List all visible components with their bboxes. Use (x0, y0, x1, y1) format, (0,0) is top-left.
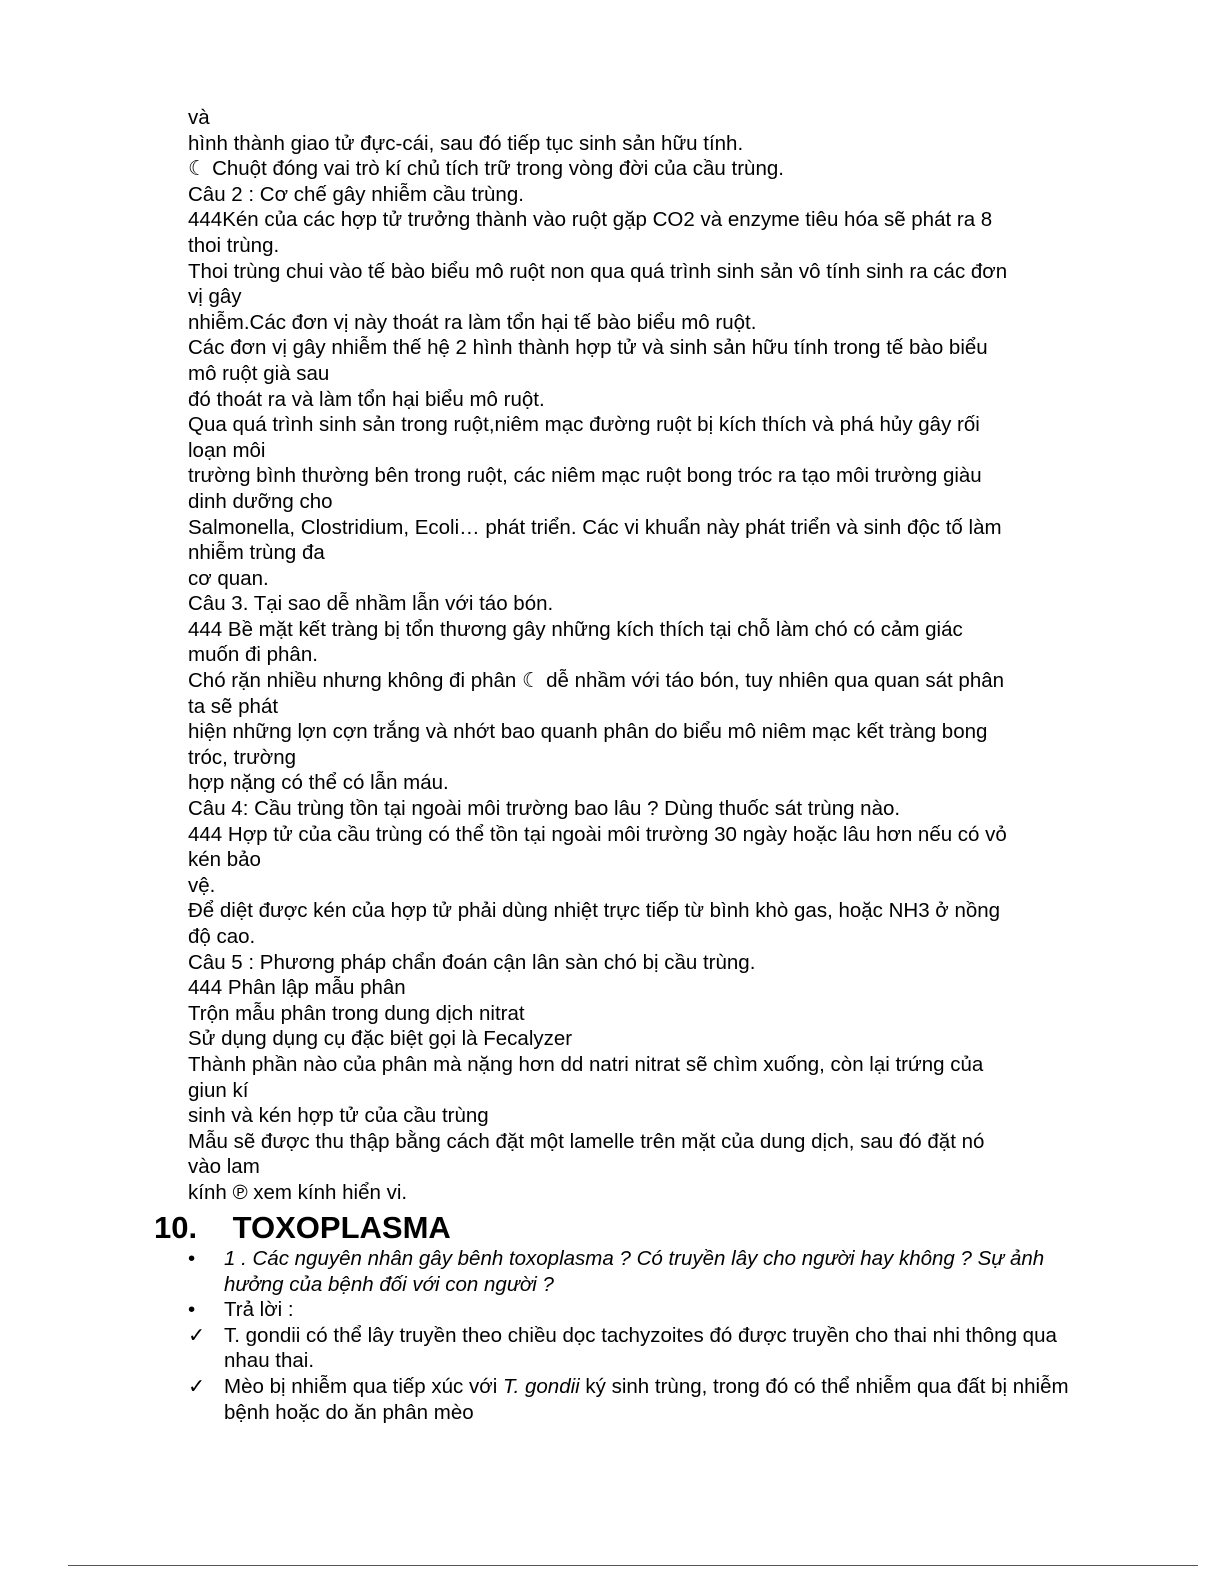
answer-text: T. gondii có thể lây truyền theo chiều dọc tachyzoites đó được truyền cho thai nhi thông qua nhau thai. (224, 1323, 1057, 1373)
checkmark-icon: ✓ (188, 1323, 206, 1347)
list-item (188, 1374, 1093, 1425)
question-heading: Câu 4: Cầu trùng tồn tại ngoài môi trường bao lâu ? Dùng thuốc sát trùng nào. (188, 797, 901, 821)
text-line: độ cao. (188, 925, 256, 948)
question-heading: Câu 5 : Phương pháp chẩn đoán cận lân sàn chó bị cầu trùng. (188, 950, 756, 974)
text-line: cơ quan. (188, 566, 269, 590)
text-line: ta sẽ phát (188, 694, 279, 718)
text-line: ☾ Chuột đóng vai trò kí chủ tích trữ trong vòng đời của cầu trùng. (188, 157, 784, 181)
text-line: vệ. (188, 873, 216, 897)
question-heading: Câu 3. Tại sao dễ nhầm lẫn với táo bón. (188, 592, 554, 616)
text-line: hợp nặng có thể có lẫn máu. (188, 771, 449, 795)
text-line: Mẫu sẽ được thu thập bằng cách đặt một lamelle trên mặt của dung dịch, sau đó đặt nó (188, 1129, 985, 1153)
text-line: giun kí (188, 1078, 249, 1102)
text-line: tróc, trường (188, 745, 297, 769)
text-line: kén bảo (188, 848, 261, 872)
text-line: nhiễm trùng đa (188, 541, 325, 565)
list-item (188, 1246, 1093, 1297)
text-line: Thành phần nào của phân mà nặng hơn dd natri nitrat sẽ chìm xuống, còn lại trứng của (188, 1052, 984, 1076)
text-line: Chó rặn nhiều nhưng không đi phân ☾ dễ nhầm với táo bón, tuy nhiên qua quan sát phân (188, 669, 1005, 693)
text-line: mô ruột già sau (188, 361, 330, 385)
text-line: 444 Phân lập mẫu phân (188, 976, 406, 1000)
text-line: muốn đi phân. (188, 643, 318, 667)
question-heading: Câu 2 : Cơ chế gây nhiễm cầu trùng. (188, 182, 524, 206)
text-line: sinh và kén hợp tử của cầu trùng (188, 1104, 489, 1128)
section-heading (154, 1209, 451, 1247)
text-line: kính ℗ xem kính hiển vi. (188, 1180, 408, 1204)
text-line: 444 Hợp tử của cầu trùng có thể tồn tại ngoài môi trường 30 ngày hoặc lâu hơn nếu có vỏ (188, 822, 1007, 846)
text-line: vào lam (188, 1155, 260, 1179)
answer-label: Trả lời : (224, 1298, 294, 1322)
question-text: 1 . Các nguyên nhân gây bênh toxoplasma ? Có truyền lây cho người hay không ? Sự ảnh hưởng của bệnh đối với con người ? (224, 1247, 1045, 1296)
section-number: 10. (154, 1210, 198, 1245)
text-line: dinh dưỡng cho (188, 489, 333, 513)
text-line: Thoi trùng chui vào tế bào biểu mô ruột non qua quá trình sinh sản vô tính sinh ra các đơn (188, 259, 1008, 283)
text-line: vị gây (188, 285, 242, 309)
text-line: hình thành giao tử đực-cái, sau đó tiếp tục sinh sản hữu tính. (188, 131, 744, 155)
answer-text-start: Mèo bị nhiễm qua tiếp xúc với (224, 1374, 503, 1398)
text-line: Trộn mẫu phân trong dung dịch nitrat (188, 1001, 525, 1025)
text-line: và (188, 106, 210, 129)
list-item (188, 1297, 1093, 1323)
text-line: 444 Bề mặt kết tràng bị tổn thương gây những kích thích tại chỗ làm chó có cảm giác (188, 617, 963, 641)
text-line: thoi trùng. (188, 233, 280, 257)
body-text (188, 105, 1098, 1206)
text-line: trường bình thường bên trong ruột, các niêm mạc ruột bong tróc ra tạo môi trường giàu (188, 464, 982, 488)
species-name: T. gondii (502, 1374, 580, 1398)
section-title: TOXOPLASMA (232, 1210, 451, 1245)
footer-divider (68, 1565, 1198, 1566)
text-line: Các đơn vị gây nhiễm thế hệ 2 hình thành hợp tử và sinh sản hữu tính trong tế bào biểu (188, 336, 988, 360)
text-line: Sử dụng dụng cụ đặc biệt gọi là Fecalyzer (188, 1027, 573, 1051)
text-line: loạn môi (188, 438, 266, 462)
text-line: nhiễm.Các đơn vị này thoát ra làm tổn hại tế bào biểu mô ruột. (188, 310, 757, 334)
bullet-dot-icon: • (188, 1298, 196, 1322)
text-line: đó thoát ra và làm tổn hại biểu mô ruột. (188, 387, 545, 411)
text-line: hiện những lợn cợn trắng và nhớt bao quanh phân do biểu mô niêm mạc kết tràng bong (188, 720, 988, 744)
bullet-dot-icon: • (188, 1247, 196, 1270)
text-line: Để diệt được kén của hợp tử phải dùng nhiệt trực tiếp từ bình khò gas, hoặc NH3 ở nồng (188, 899, 1001, 923)
text-line: 444Kén của các hợp tử trưởng thành vào ruột gặp CO2 và enzyme tiêu hóa sẽ phát ra 8 (188, 208, 993, 232)
answer-text-end: ký sinh trùng, trong đó có thể nhiễm qua đất bị nhiễm bệnh hoặc do ăn phân mèo (224, 1374, 1069, 1424)
bullet-list (188, 1246, 1093, 1425)
list-item (188, 1323, 1093, 1374)
checkmark-icon: ✓ (188, 1374, 206, 1398)
text-line: Salmonella, Clostridium, Ecoli… phát triển. Các vi khuẩn này phát triển và sinh độc tố làm (188, 515, 1002, 539)
text-line: Qua quá trình sinh sản trong ruột,niêm mạc đường ruột bị kích thích và phá hủy gây rối (188, 413, 980, 437)
